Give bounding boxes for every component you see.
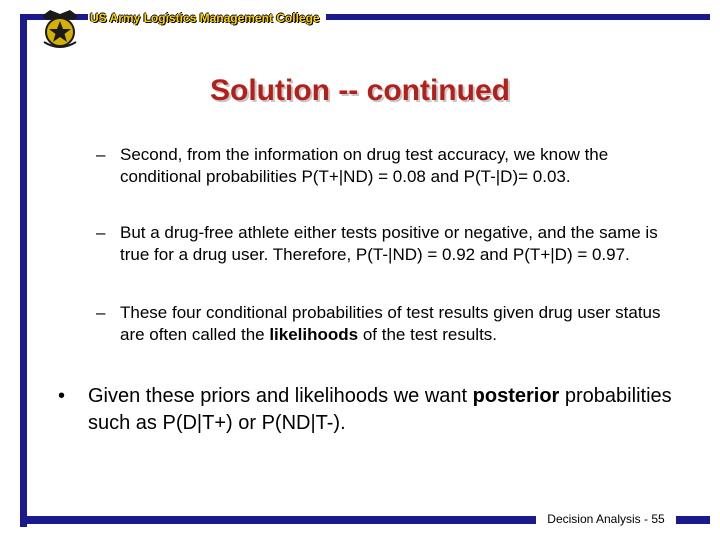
footer-label: Decision Analysis - 55 [536,510,676,528]
slide-title: Solution -- continued [210,74,510,107]
sub-item-text [120,302,666,346]
dash-marker: – [96,145,106,164]
dash-marker: – [96,303,106,322]
dash-marker: – [96,223,106,242]
sub-item-1 [96,144,666,188]
bullet-text-before: Given these priors and likelihoods we want [88,385,473,407]
frame-bottom-bar [20,516,536,524]
organization-name: US Army Logistics Management College [88,9,326,27]
main-bullet [58,383,678,437]
frame-bottom-right-bar [676,516,710,524]
sub-item-text: Second, from the information on drug test accuracy, we know the conditional probabilities P(T+|ND) = 0.08 and P(T-|D)= 0.03. [120,145,609,186]
bullet-text-after: probabilities such as P(D|T+) or P(ND|T-). [88,385,672,434]
likelihoods-term: likelihoods [269,325,359,344]
sub-item-text-after: of the test results. [358,325,498,344]
army-crest-icon [36,6,84,50]
sub-item-2 [96,222,666,266]
sub-item-text-before: These four conditional probabilities of test results given drug user status are often called the [120,303,661,344]
posterior-term: posterior [472,385,560,407]
bullet-marker: • [58,385,66,407]
sub-item-3 [96,302,666,346]
sub-item-text: But a drug-free athlete either tests positive or negative, and the same is true for a drug user. Therefore, P(T-|ND) = 0.92 and P(T+|D) = 0.97. [120,223,658,264]
bullet-text [88,383,678,437]
